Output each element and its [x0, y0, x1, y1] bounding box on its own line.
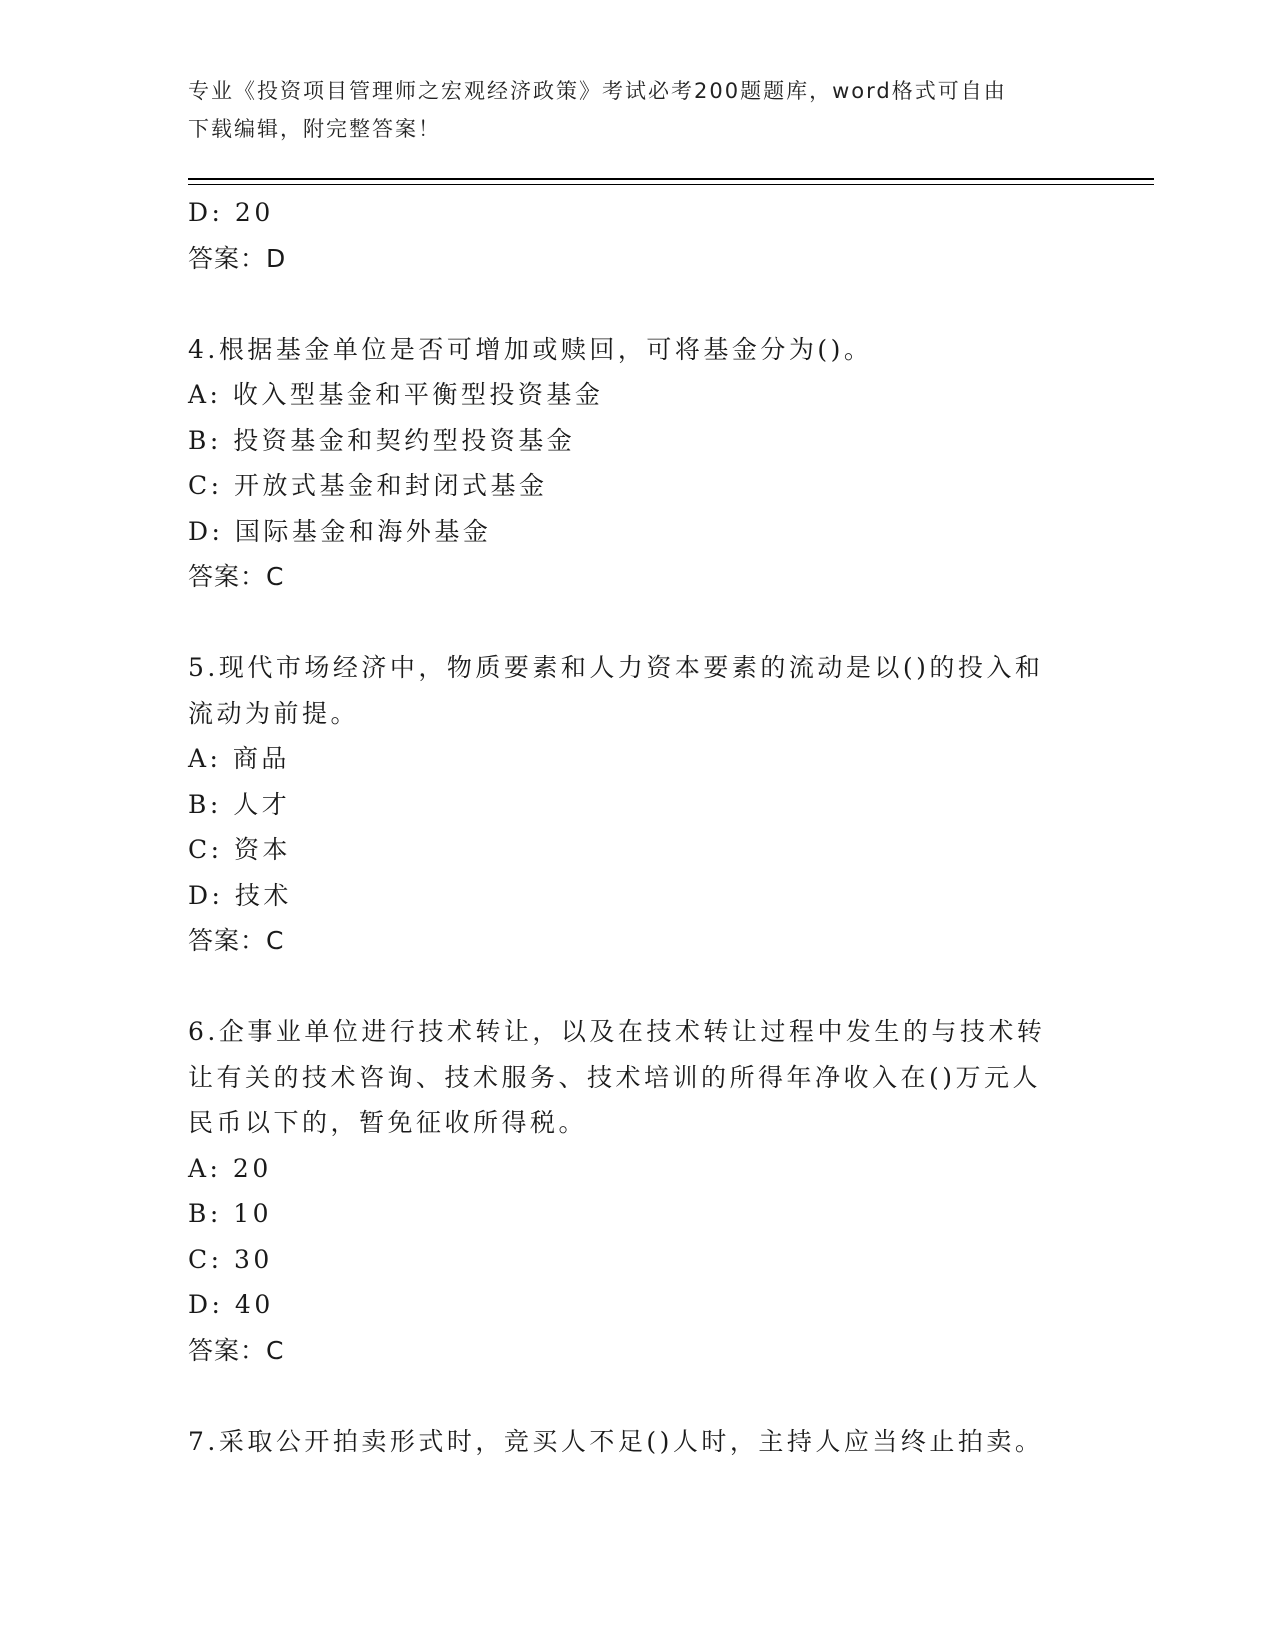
answer-line: 答案：C	[188, 926, 285, 955]
answer-line: 答案：C	[188, 562, 285, 591]
spacer	[188, 281, 1088, 327]
option-a: A: 商品	[188, 744, 290, 773]
question-stem: 4.根据基金单位是否可增加或赎回，可将基金分为()。	[188, 334, 873, 364]
option-c: C: 开放式基金和封闭式基金	[188, 471, 548, 500]
question-5	[188, 645, 1088, 964]
option-a: A: 20	[188, 1153, 272, 1183]
option-d: D: 20	[188, 198, 274, 227]
question-stem: 6.企事业单位进行技术转让，以及在技术转让过程中发生的与技术转	[188, 1017, 1046, 1046]
question-6	[188, 1009, 1088, 1373]
spacer	[188, 600, 1088, 646]
document-header	[188, 72, 1088, 148]
header-line-1: 专业《投资项目管理师之宏观经济政策》考试必考200题题库，word格式可自由	[188, 79, 1007, 103]
option-b: B: 人才	[188, 789, 291, 819]
spacer	[188, 964, 1088, 1010]
header-rule-thin	[188, 184, 1154, 185]
question-stem-continued: 流动为前提。	[188, 698, 360, 728]
answer-line: 答案：C	[188, 1335, 285, 1365]
option-d: D: 40	[188, 1290, 274, 1319]
question-list	[188, 190, 1088, 1464]
question-stem-continued: 让有关的技术咨询、技术服务、技术培训的所得年净收入在()万元人	[188, 1062, 1042, 1092]
option-b: B: 10	[188, 1199, 273, 1228]
option-d: D: 国际基金和海外基金	[188, 516, 492, 546]
question-fragment	[188, 190, 1088, 281]
header-rule-thick	[188, 178, 1154, 180]
question-stem: 7.采取公开拍卖形式时，竞买人不足()人时，主持人应当终止拍卖。	[188, 1426, 1044, 1456]
question-4	[188, 327, 1088, 600]
option-c: C: 30	[188, 1244, 273, 1274]
answer-line: 答案：D	[188, 243, 287, 273]
spacer	[188, 1373, 1088, 1419]
option-c: C: 资本	[188, 835, 291, 864]
question-stem-continued: 民币以下的，暂免征收所得税。	[188, 1108, 588, 1137]
option-b: B: 投资基金和契约型投资基金	[188, 425, 576, 455]
option-d: D: 技术	[188, 880, 292, 910]
option-a: A: 收入型基金和平衡型投资基金	[188, 380, 604, 409]
header-line-2: 下载编辑，附完整答案！	[188, 117, 441, 141]
question-7	[188, 1419, 1088, 1465]
question-stem: 5.现代市场经济中，物质要素和人力资本要素的流动是以()的投入和	[188, 653, 1044, 682]
